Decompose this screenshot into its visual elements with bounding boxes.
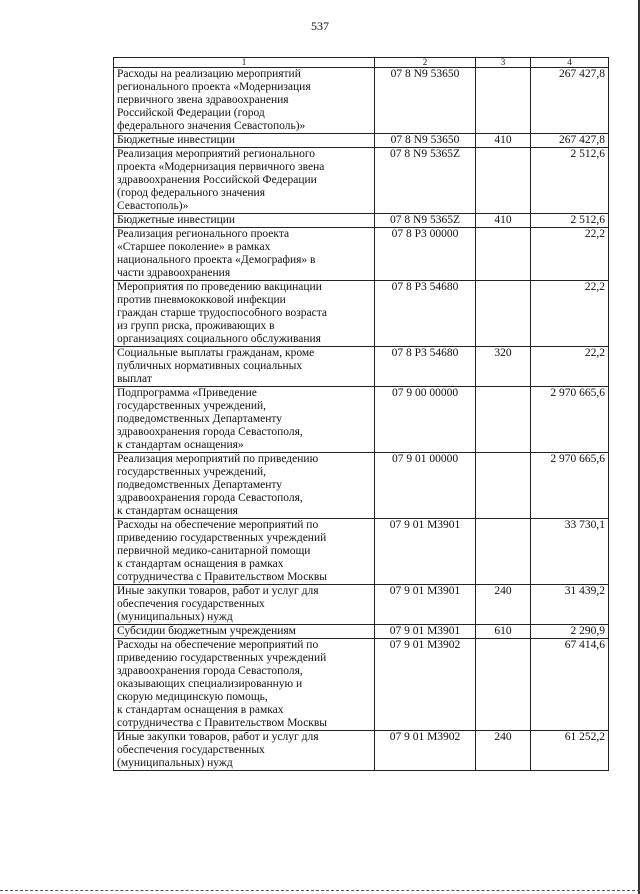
row-name: Расходы на обеспечение мероприятий по приведению государственных учреждений здравоохранения города Севастополя, оказывающих специализированную и скорую медицинскую помощь, к стандартам оснащения в рамках сотрудничества с Правительством Москвы <box>114 639 375 731</box>
row-name: Реализация мероприятий по приведению государственных учреждений, подведомственных Департаменту здравоохранения города Севастополя, к стандартам оснащения <box>114 453 375 519</box>
row-amount: 22,2 <box>531 228 609 281</box>
row-name: Социальные выплаты гражданам, кроме публичных нормативных социальных выплат <box>114 347 375 387</box>
table-row <box>114 347 609 387</box>
row-amount: 33 730,1 <box>531 519 609 585</box>
table-row <box>114 585 609 625</box>
row-code: 07 9 01 M3902 <box>375 639 476 731</box>
row-name: Бюджетные инвестиции <box>114 134 375 148</box>
page-number: 537 <box>311 19 329 33</box>
row-code: 07 9 01 M3901 <box>375 625 476 639</box>
row-code: 07 9 01 M3902 <box>375 731 476 771</box>
row-name: Мероприятия по проведению вакцинации против пневмококковой инфекции граждан старше трудоспособного возраста из групп риска, проживающих в организациях социального обслуживания <box>114 281 375 347</box>
row-expense-type: 610 <box>476 625 531 639</box>
row-amount: 2 970 665,6 <box>531 387 609 453</box>
row-amount: 22,2 <box>531 347 609 387</box>
row-name: Расходы на обеспечение мероприятий по приведению государственных учреждений первичной медико-санитарной помощи к стандартам оснащения в рамках сотрудничества с Правительством Москвы <box>114 519 375 585</box>
row-name: Иные закупки товаров, работ и услуг для обеспечения государственных (муниципальных) нужд <box>114 585 375 625</box>
row-expense-type <box>476 68 531 134</box>
row-code: 07 8 N9 53650 <box>375 134 476 148</box>
row-amount: 2 970 665,6 <box>531 453 609 519</box>
column-number-row <box>114 58 609 68</box>
row-amount: 2 290,9 <box>531 625 609 639</box>
row-name: Реализация мероприятий регионального проекта «Модернизация первичного звена здравоохранения Российской Федерации (город федерального значения Севастополь)» <box>114 148 375 214</box>
row-amount: 2 512,6 <box>531 214 609 228</box>
row-code: 07 8 N9 5365Z <box>375 214 476 228</box>
row-amount: 22,2 <box>531 281 609 347</box>
row-expense-type: 240 <box>476 585 531 625</box>
column-number: 1 <box>114 58 375 68</box>
table-row <box>114 214 609 228</box>
column-number: 4 <box>531 58 609 68</box>
row-amount: 2 512,6 <box>531 148 609 214</box>
row-name: Бюджетные инвестиции <box>114 214 375 228</box>
row-code: 07 8 P3 00000 <box>375 228 476 281</box>
row-amount: 267 427,8 <box>531 134 609 148</box>
table-row <box>114 639 609 731</box>
row-expense-type: 240 <box>476 731 531 771</box>
column-number: 2 <box>375 58 476 68</box>
table-row <box>114 731 609 771</box>
row-expense-type <box>476 639 531 731</box>
row-expense-type: 410 <box>476 134 531 148</box>
row-code: 07 9 01 00000 <box>375 453 476 519</box>
row-code: 07 8 N9 53650 <box>375 68 476 134</box>
row-amount: 31 439,2 <box>531 585 609 625</box>
table-row <box>114 228 609 281</box>
row-code: 07 8 P3 54680 <box>375 347 476 387</box>
table-row <box>114 453 609 519</box>
row-name: Реализация регионального проекта «Старшее поколение» в рамках национального проекта «Демография» в части здравоохранения <box>114 228 375 281</box>
row-code: 07 9 01 M3901 <box>375 585 476 625</box>
table-row <box>114 625 609 639</box>
row-amount: 67 414,6 <box>531 639 609 731</box>
table-row <box>114 281 609 347</box>
row-name: Расходы на реализацию мероприятий регионального проекта «Модернизация первичного звена здравоохранения Российской Федерации (город федерального значения Севастополь)» <box>114 68 375 134</box>
row-code: 07 9 01 M3901 <box>375 519 476 585</box>
row-expense-type <box>476 453 531 519</box>
row-code: 07 9 00 00000 <box>375 387 476 453</box>
row-amount: 267 427,8 <box>531 68 609 134</box>
row-expense-type <box>476 519 531 585</box>
scan-edge-bottom <box>0 890 640 891</box>
row-name: Субсидии бюджетным учреждениям <box>114 625 375 639</box>
row-expense-type <box>476 387 531 453</box>
row-name: Подпрограмма «Приведение государственных учреждений, подведомственных Департаменту здравоохранения города Севастополя, к стандартам оснащения» <box>114 387 375 453</box>
table-row <box>114 519 609 585</box>
table-row <box>114 387 609 453</box>
row-amount: 61 252,2 <box>531 731 609 771</box>
row-expense-type: 410 <box>476 214 531 228</box>
row-code: 07 8 N9 5365Z <box>375 148 476 214</box>
column-number: 3 <box>476 58 531 68</box>
table-row <box>114 134 609 148</box>
row-expense-type <box>476 148 531 214</box>
budget-table <box>113 57 609 771</box>
row-expense-type <box>476 281 531 347</box>
row-name: Иные закупки товаров, работ и услуг для обеспечения государственных (муниципальных) нужд <box>114 731 375 771</box>
row-expense-type <box>476 228 531 281</box>
row-expense-type: 320 <box>476 347 531 387</box>
row-code: 07 8 P3 54680 <box>375 281 476 347</box>
table-row <box>114 148 609 214</box>
table-row <box>114 68 609 134</box>
budget-table-body <box>114 58 609 771</box>
